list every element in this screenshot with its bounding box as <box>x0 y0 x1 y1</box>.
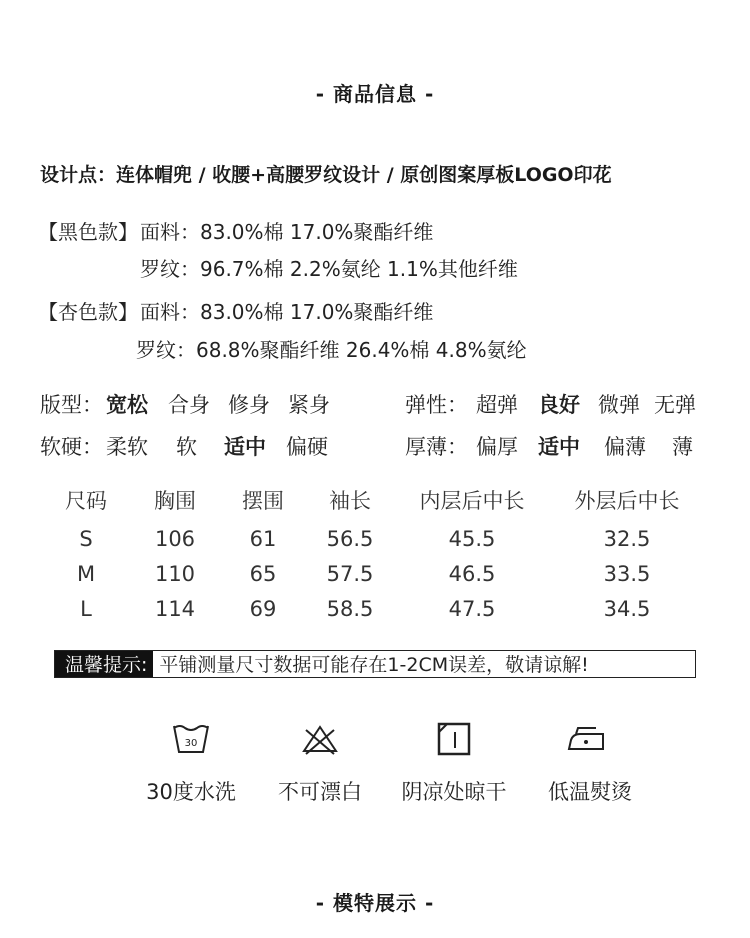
fit-label: 版型： <box>40 393 103 417</box>
table-cell: 57.5 <box>326 562 374 586</box>
thickness-option-4: 薄 <box>672 435 693 459</box>
tip-text: 平铺测量尺寸数据可能存在1-2CM误差，敬请谅解! <box>159 654 589 676</box>
design-points: 设计点：连体帽兜 / 收腰+高腰罗纹设计 / 原创图案厚板LOGO印花 <box>40 164 612 186</box>
table-header: 外层后中长 <box>574 489 680 513</box>
section-title-model-showcase: - 模特展示 - <box>315 891 435 915</box>
tip-label: 温馨提示: <box>55 651 153 677</box>
table-cell: M <box>76 562 96 586</box>
table-cell: 110 <box>154 562 196 586</box>
table-cell: 46.5 <box>448 562 496 586</box>
black-rib: 罗纹：96.7%棉 2.2%氨纶 1.1%其他纤维 <box>140 257 518 281</box>
table-cell: 114 <box>154 597 196 621</box>
table-cell: 56.5 <box>326 527 374 551</box>
apricot-fabric: 面料：83.0%棉 17.0%聚酯纤维 <box>140 300 434 324</box>
softness-option-3: 适中 <box>224 435 266 459</box>
wash-temperature-text: 30 <box>184 738 198 749</box>
table-cell: 45.5 <box>448 527 496 551</box>
black-variant-tag: 【黑色款】 <box>38 220 138 244</box>
wash-30-icon <box>171 718 211 758</box>
low-iron-icon <box>566 718 606 758</box>
table-cell: 69 <box>249 597 277 621</box>
table-cell: 33.5 <box>603 562 651 586</box>
care-label-wash: 30度水洗 <box>146 780 236 804</box>
table-cell: L <box>80 597 92 621</box>
section-title-product-info: - 商品信息 - <box>315 82 435 106</box>
elastic-option-4: 无弹 <box>654 393 696 417</box>
table-cell: 58.5 <box>326 597 374 621</box>
black-fabric: 面料：83.0%棉 17.0%聚酯纤维 <box>140 220 434 244</box>
softness-option-4: 偏硬 <box>286 435 328 459</box>
table-cell: 61 <box>249 527 277 551</box>
no-bleach-icon <box>300 718 340 758</box>
thickness-option-2: 适中 <box>538 435 580 459</box>
care-label-shade-dry: 阴凉处晾干 <box>401 780 507 804</box>
table-cell: S <box>79 527 93 551</box>
table-header: 尺码 <box>65 489 107 513</box>
softness-option-1: 柔软 <box>106 435 148 459</box>
table-cell: 65 <box>249 562 277 586</box>
table-header: 胸围 <box>154 489 196 513</box>
elastic-option-3: 微弹 <box>598 393 640 417</box>
apricot-variant-tag: 【杏色款】 <box>38 300 138 324</box>
thickness-option-1: 偏厚 <box>476 435 518 459</box>
table-cell: 34.5 <box>603 597 651 621</box>
elastic-option-2: 良好 <box>538 393 580 417</box>
care-label-no-bleach: 不可漂白 <box>278 780 362 804</box>
table-cell: 47.5 <box>448 597 496 621</box>
table-header: 袖长 <box>329 489 371 513</box>
elastic-label: 弹性： <box>405 393 468 417</box>
table-header: 摆围 <box>242 489 284 513</box>
apricot-rib: 罗纹：68.8%聚酯纤维 26.4%棉 4.8%氨纶 <box>136 338 527 362</box>
softness-option-2: 软 <box>176 435 197 459</box>
thickness-label: 厚薄： <box>405 435 468 459</box>
tip-bar <box>54 650 696 678</box>
fit-option-3: 修身 <box>228 393 270 417</box>
table-header: 内层后中长 <box>419 489 525 513</box>
table-cell: 32.5 <box>603 527 651 551</box>
thickness-option-3: 偏薄 <box>604 435 646 459</box>
fit-option-1: 宽松 <box>106 393 148 417</box>
care-label-low-iron: 低温熨烫 <box>548 780 632 804</box>
table-cell: 106 <box>154 527 196 551</box>
shade-dry-icon <box>434 718 474 758</box>
softness-label: 软硬： <box>40 435 103 459</box>
fit-option-4: 紧身 <box>288 393 330 417</box>
fit-option-2: 合身 <box>168 393 210 417</box>
elastic-option-1: 超弹 <box>476 393 518 417</box>
